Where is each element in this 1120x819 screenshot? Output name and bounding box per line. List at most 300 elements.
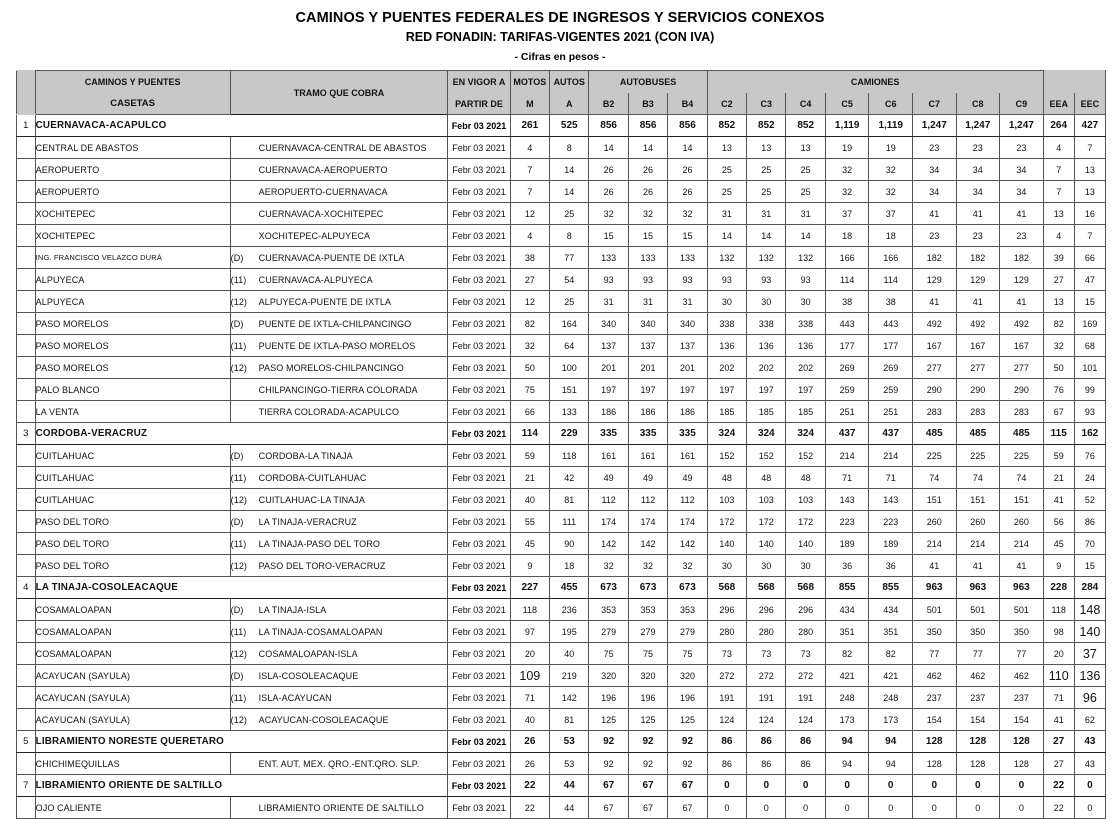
- tarifa-cell: 128: [956, 731, 1000, 753]
- tramo-code: (D): [230, 670, 244, 681]
- table-row: [17, 159, 1106, 181]
- tarifa-cell: 272: [747, 665, 786, 687]
- tarifa-cell: 124: [707, 709, 746, 731]
- tarifa-cell: 492: [956, 313, 1000, 335]
- tarifa-cell: 172: [747, 511, 786, 533]
- tarifa-cell: 125: [628, 709, 667, 731]
- th-c9: C9: [1000, 93, 1044, 115]
- tarifa-cell: 112: [668, 489, 707, 511]
- row-index: [17, 203, 36, 225]
- tramo-name: [230, 335, 448, 357]
- caseta-name: CUITLAHUAC: [35, 489, 230, 511]
- tarifa-cell: 427: [1074, 115, 1105, 137]
- tarifa-cell: 81: [550, 709, 589, 731]
- tarifa-cell: 38: [869, 291, 913, 313]
- tarifa-cell: 32: [825, 181, 869, 203]
- tarifa-cell: 852: [786, 115, 825, 137]
- tarifa-cell: 284: [1074, 577, 1105, 599]
- tarifa-cell: 1,247: [912, 115, 956, 137]
- th-ee-blank: [1043, 71, 1105, 93]
- table-row-group: [17, 577, 1106, 599]
- tarifa-cell: 77: [550, 247, 589, 269]
- tarifa-cell: 152: [747, 445, 786, 467]
- tarifa-cell: 152: [786, 445, 825, 467]
- tarifa-cell: 963: [1000, 577, 1044, 599]
- tarifa-cell: 963: [912, 577, 956, 599]
- tarifa-cell: 202: [786, 357, 825, 379]
- tarifa-cell: 74: [956, 467, 1000, 489]
- tarifa-cell: 31: [786, 203, 825, 225]
- caseta-name: PASO DEL TORO: [35, 533, 230, 555]
- tarifa-cell: 13: [747, 137, 786, 159]
- tarifa-cell: 68: [1074, 335, 1105, 357]
- tarifa-cell: 22: [510, 775, 549, 797]
- tarifa-cell: 0: [747, 797, 786, 819]
- tarifa-cell: 137: [668, 335, 707, 357]
- tramo-label: CUITLAHUAC-LA TINAJA: [258, 494, 365, 505]
- vigor-date: Febr 03 2021: [448, 489, 510, 511]
- tarifa-cell: 4: [510, 225, 549, 247]
- table-header: [17, 71, 1106, 115]
- table-row: [17, 379, 1106, 401]
- tarifa-cell: 30: [747, 555, 786, 577]
- tarifa-cell: 36: [869, 555, 913, 577]
- tarifa-cell: 94: [825, 753, 869, 775]
- tramo-label: COSAMALOAPAN-ISLA: [258, 648, 358, 659]
- tramo-code: (D): [230, 516, 244, 527]
- tarifa-cell: 15: [589, 225, 628, 247]
- tramo-label: PUENTE DE IXTLA-CHILPANCINGO: [258, 318, 412, 329]
- tarifa-cell: 189: [825, 533, 869, 555]
- tarifa-cell: 41: [1000, 555, 1044, 577]
- tarifa-cell: 71: [510, 687, 549, 709]
- row-index: 1: [17, 115, 36, 137]
- tarifa-cell: 73: [786, 643, 825, 665]
- tarifa-cell: 0: [956, 775, 1000, 797]
- table-row: [17, 753, 1106, 775]
- tarifa-cell: 27: [1043, 753, 1074, 775]
- tarifa-cell: 167: [956, 335, 1000, 357]
- tarifa-cell: 161: [668, 445, 707, 467]
- table-row: [17, 665, 1106, 687]
- tarifa-cell: 0: [1000, 797, 1044, 819]
- tarifa-cell: 129: [912, 269, 956, 291]
- th-vigor-l1: EN VIGOR A: [448, 71, 510, 93]
- tarifa-cell: 0: [747, 775, 786, 797]
- tarifa-cell: 335: [589, 423, 628, 445]
- tramo-name: [230, 247, 448, 269]
- tarifa-cell: 129: [956, 269, 1000, 291]
- tarifa-cell: 173: [825, 709, 869, 731]
- tarifa-cell: 852: [707, 115, 746, 137]
- tramo-label: CUERNAVACA-XOCHITEPEC: [258, 208, 384, 219]
- tarifa-cell: 324: [786, 423, 825, 445]
- tramo-name: [230, 511, 448, 533]
- tarifa-cell: 82: [510, 313, 549, 335]
- tarifa-cell: 152: [707, 445, 746, 467]
- tarifa-cell: 37: [869, 203, 913, 225]
- tarifa-cell: 856: [589, 115, 628, 137]
- tarifa-cell: 86: [1074, 511, 1105, 533]
- tramo-label: PASO DEL TORO-VERACRUZ: [258, 560, 386, 571]
- tarifa-cell: 177: [825, 335, 869, 357]
- tarifa-cell: 338: [786, 313, 825, 335]
- tarifa-cell: 16: [1074, 203, 1105, 225]
- tramo-name: [230, 445, 448, 467]
- tarifa-cell: 25: [786, 159, 825, 181]
- table-row: [17, 533, 1106, 555]
- tarifa-cell: 201: [668, 357, 707, 379]
- tramo-name: [230, 313, 448, 335]
- tramo-label: CHILPANCINGO-TIERRA COLORADA: [258, 384, 418, 395]
- tarifa-cell: 196: [589, 687, 628, 709]
- tarifa-cell: 186: [668, 401, 707, 423]
- tarifa-cell: 118: [1043, 599, 1074, 621]
- caseta-name: PASO MORELOS: [35, 357, 230, 379]
- tarifa-cell: 350: [1000, 621, 1044, 643]
- th-c5: C5: [825, 93, 869, 115]
- row-index: [17, 291, 36, 313]
- tarifa-cell: 73: [747, 643, 786, 665]
- tarifa-cell: 277: [956, 357, 1000, 379]
- tramo-label: PASO MORELOS-CHILPANCINGO: [258, 362, 404, 373]
- tarifa-cell: 485: [956, 423, 1000, 445]
- tarifa-cell: 290: [956, 379, 1000, 401]
- tarifa-cell: 31: [747, 203, 786, 225]
- tarifa-cell: 41: [1043, 709, 1074, 731]
- tarifa-cell: 525: [550, 115, 589, 137]
- tarifa-cell: 272: [786, 665, 825, 687]
- tarifa-cell: 99: [1074, 379, 1105, 401]
- tarifa-cell: 13: [1043, 291, 1074, 313]
- tramo-name: [230, 665, 448, 687]
- tarifa-cell: 14: [747, 225, 786, 247]
- tarifa-cell: 166: [825, 247, 869, 269]
- row-index: [17, 137, 36, 159]
- tramo-label: LIBRAMIENTO ORIENTE DE SALTILLO: [258, 802, 424, 813]
- table-row: [17, 137, 1106, 159]
- tarifa-cell: 4: [1043, 137, 1074, 159]
- tarifa-cell: 30: [707, 291, 746, 313]
- tarifa-cell: 49: [628, 467, 667, 489]
- tarifa-cell: 109: [510, 665, 549, 687]
- th-casetas: CASETAS: [35, 93, 230, 115]
- tarifa-cell: 111: [550, 511, 589, 533]
- tarifa-cell: 0: [912, 797, 956, 819]
- tarifa-cell: 128: [912, 753, 956, 775]
- tarifa-cell: 143: [825, 489, 869, 511]
- row-index: [17, 445, 36, 467]
- tarifa-cell: 673: [628, 577, 667, 599]
- tarifa-cell: 1,119: [869, 115, 913, 137]
- tarifa-cell: 59: [1043, 445, 1074, 467]
- th-tramo: TRAMO QUE COBRA: [230, 71, 448, 115]
- tarifa-cell: 0: [786, 775, 825, 797]
- tarifa-cell: 94: [825, 731, 869, 753]
- tramo-code: (12): [230, 362, 248, 373]
- tarifa-cell: 0: [825, 797, 869, 819]
- tarifa-cell: 0: [786, 797, 825, 819]
- row-index: [17, 797, 36, 819]
- tarifa-cell: 136: [707, 335, 746, 357]
- tarifa-cell: 75: [510, 379, 549, 401]
- tarifa-cell: 114: [510, 423, 549, 445]
- tarifa-cell: 31: [628, 291, 667, 313]
- tarifa-cell: 350: [912, 621, 956, 643]
- row-index: [17, 247, 36, 269]
- tarifa-cell: 30: [786, 555, 825, 577]
- tarifa-cell: 97: [510, 621, 549, 643]
- tarifa-cell: 248: [825, 687, 869, 709]
- tarifa-cell: 0: [707, 775, 746, 797]
- tarifa-cell: 118: [510, 599, 549, 621]
- tarifa-cell: 129: [1000, 269, 1044, 291]
- tarifa-cell: 182: [956, 247, 1000, 269]
- tarifa-cell: 92: [589, 731, 628, 753]
- tarifa-cell: 24: [1074, 467, 1105, 489]
- caseta-name: ING. FRANCISCO VELAZCO DURÁ: [35, 247, 230, 269]
- tarifa-cell: 128: [912, 731, 956, 753]
- tramo-code: (D): [230, 252, 244, 263]
- tarifa-cell: 44: [550, 797, 589, 819]
- tarifa-cell: 18: [869, 225, 913, 247]
- tarifa-cell: 25: [747, 181, 786, 203]
- table-row: [17, 203, 1106, 225]
- row-index: [17, 489, 36, 511]
- th-index-blank-2: [17, 93, 36, 115]
- table-row: [17, 181, 1106, 203]
- tarifa-cell: 7: [1074, 137, 1105, 159]
- th-c2: C2: [707, 93, 746, 115]
- tarifa-cell: 30: [747, 291, 786, 313]
- tarifa-cell: 214: [956, 533, 1000, 555]
- tarifa-cell: 26: [668, 159, 707, 181]
- tarifa-cell: 320: [589, 665, 628, 687]
- tarifa-cell: 92: [628, 753, 667, 775]
- tarifa-cell: 197: [747, 379, 786, 401]
- tarifa-cell: 41: [912, 555, 956, 577]
- tarifa-cell: 0: [825, 775, 869, 797]
- tarifa-cell: 75: [589, 643, 628, 665]
- tramo-label: ALPUYECA-PUENTE DE IXTLA: [258, 296, 392, 307]
- tarifa-cell: 66: [1074, 247, 1105, 269]
- tarifa-cell: 41: [956, 291, 1000, 313]
- row-index: [17, 269, 36, 291]
- tarifa-cell: 86: [786, 731, 825, 753]
- tarifa-cell: 189: [869, 533, 913, 555]
- row-index: [17, 511, 36, 533]
- tarifa-cell: 340: [668, 313, 707, 335]
- vigor-date: Febr 03 2021: [448, 247, 510, 269]
- tarifa-cell: 67: [628, 797, 667, 819]
- tarifa-cell: 93: [707, 269, 746, 291]
- tarifa-cell: 174: [668, 511, 707, 533]
- row-index: 7: [17, 775, 36, 797]
- tarifa-cell: 335: [668, 423, 707, 445]
- tarifa-cell: 132: [747, 247, 786, 269]
- tarifa-cell: 110: [1043, 665, 1074, 687]
- tarifa-cell: 335: [628, 423, 667, 445]
- tramo-label: ACAYUCAN-COSOLEACAQUE: [258, 714, 389, 725]
- tarifa-cell: 338: [747, 313, 786, 335]
- tarifa-cell: 34: [1000, 159, 1044, 181]
- tarifa-cell: 136: [747, 335, 786, 357]
- tarifa-cell: 14: [589, 137, 628, 159]
- tarifa-cell: 32: [668, 203, 707, 225]
- tramo-name: [230, 203, 448, 225]
- tarifa-cell: 340: [589, 313, 628, 335]
- tarifa-cell: 320: [628, 665, 667, 687]
- tarifa-cell: 196: [628, 687, 667, 709]
- tarifa-cell: 568: [786, 577, 825, 599]
- tarifa-cell: 7: [1043, 159, 1074, 181]
- tarifa-cell: 70: [1074, 533, 1105, 555]
- caseta-name: XOCHITEPEC: [35, 203, 230, 225]
- tarifa-cell: 9: [510, 555, 549, 577]
- tarifa-cell: 50: [510, 357, 549, 379]
- vigor-date: Febr 03 2021: [448, 687, 510, 709]
- tramo-label: CORDOBA-LA TINAJA: [258, 450, 353, 461]
- tarifa-cell: 251: [825, 401, 869, 423]
- tarifa-cell: 67: [589, 775, 628, 797]
- tarifa-cell: 77: [956, 643, 1000, 665]
- tarifa-cell: 86: [786, 753, 825, 775]
- tramo-name: [230, 379, 448, 401]
- tarifa-cell: 92: [668, 731, 707, 753]
- tarifa-cell: 26: [589, 181, 628, 203]
- tarifa-cell: 280: [707, 621, 746, 643]
- tarifa-cell: 0: [912, 775, 956, 797]
- tarifa-cell: 185: [707, 401, 746, 423]
- tarifa-cell: 90: [550, 533, 589, 555]
- tarifa-cell: 82: [1043, 313, 1074, 335]
- tarifa-cell: 15: [1074, 555, 1105, 577]
- tarifa-cell: 0: [956, 797, 1000, 819]
- th-b2: B2: [589, 93, 628, 115]
- tarifa-cell: 269: [869, 357, 913, 379]
- th-c7: C7: [912, 93, 956, 115]
- tarifa-cell: 296: [747, 599, 786, 621]
- tarifa-cell: 25: [707, 159, 746, 181]
- table-row: [17, 489, 1106, 511]
- tarifa-cell: 32: [510, 335, 549, 357]
- tarifa-cell: 136: [1074, 665, 1105, 687]
- tarifa-cell: 64: [550, 335, 589, 357]
- tarifa-cell: 12: [510, 203, 549, 225]
- tarifa-cell: 23: [912, 225, 956, 247]
- tarifa-cell: 166: [869, 247, 913, 269]
- tarifa-cell: 40: [550, 643, 589, 665]
- tarifa-cell: 434: [869, 599, 913, 621]
- tarifa-cell: 353: [628, 599, 667, 621]
- tarifa-cell: 172: [707, 511, 746, 533]
- tramo-name: [230, 291, 448, 313]
- vigor-date: Febr 03 2021: [448, 731, 510, 753]
- tramo-code: (12): [230, 648, 248, 659]
- tarifa-cell: 125: [668, 709, 707, 731]
- tarifa-cell: 71: [869, 467, 913, 489]
- tarifa-cell: 186: [628, 401, 667, 423]
- tarifa-cell: 485: [912, 423, 956, 445]
- caseta-name: CUITLAHUAC: [35, 445, 230, 467]
- tarifa-cell: 151: [550, 379, 589, 401]
- tarifa-cell: 103: [707, 489, 746, 511]
- tarifa-cell: 22: [510, 797, 549, 819]
- tarifa-cell: 196: [668, 687, 707, 709]
- tarifa-cell: 501: [1000, 599, 1044, 621]
- tarifa-cell: 225: [1000, 445, 1044, 467]
- tramo-code: (D): [230, 450, 244, 461]
- table-row-group: [17, 775, 1106, 797]
- table-row: [17, 709, 1106, 731]
- row-index: [17, 335, 36, 357]
- tarifa-cell: 59: [510, 445, 549, 467]
- caseta-name: ALPUYECA: [35, 269, 230, 291]
- tramo-name: [230, 137, 448, 159]
- tarifa-cell: 32: [668, 555, 707, 577]
- tarifa-cell: 25: [747, 159, 786, 181]
- caseta-name: PALO BLANCO: [35, 379, 230, 401]
- tarifa-cell: 124: [786, 709, 825, 731]
- tramo-code: (11): [230, 472, 247, 483]
- tarifa-cell: 164: [550, 313, 589, 335]
- tarifa-cell: 73: [707, 643, 746, 665]
- tramo-name: [230, 797, 448, 819]
- tarifa-cell: 48: [707, 467, 746, 489]
- tarifa-cell: 673: [668, 577, 707, 599]
- tarifa-cell: 86: [747, 731, 786, 753]
- tarifa-cell: 225: [956, 445, 1000, 467]
- tarifa-cell: 25: [550, 291, 589, 313]
- tramo-code: (12): [230, 296, 248, 307]
- tramo-label: CUERNAVACA-CENTRAL DE ABASTOS: [258, 142, 427, 153]
- tarifa-cell: 140: [747, 533, 786, 555]
- tramo-code: (12): [230, 560, 248, 571]
- tarifa-cell: 214: [869, 445, 913, 467]
- tarifa-cell: 25: [707, 181, 746, 203]
- tarifa-cell: 202: [747, 357, 786, 379]
- tarifa-cell: 20: [1043, 643, 1074, 665]
- row-index: [17, 665, 36, 687]
- tarifa-cell: 27: [510, 269, 549, 291]
- tarifa-cell: 103: [747, 489, 786, 511]
- tarifa-cell: 259: [825, 379, 869, 401]
- caseta-name: LA TINAJA-COSOLEACAQUE: [35, 577, 448, 599]
- tramo-code: (11): [230, 538, 247, 549]
- caseta-name: ALPUYECA: [35, 291, 230, 313]
- tarifa-cell: 34: [956, 159, 1000, 181]
- page-subtitle: RED FONADIN: TARIFAS-VIGENTES 2021 (CON IVA): [405, 30, 715, 45]
- th-motos-sub: M: [510, 93, 549, 115]
- vigor-date: Febr 03 2021: [448, 467, 510, 489]
- tarifa-cell: 140: [786, 533, 825, 555]
- vigor-date: Febr 03 2021: [448, 643, 510, 665]
- tarifa-cell: 182: [912, 247, 956, 269]
- tarifa-cell: 128: [956, 753, 1000, 775]
- tarifa-cell: 20: [510, 643, 549, 665]
- tarifa-cell: 351: [869, 621, 913, 643]
- tarifa-cell: 197: [668, 379, 707, 401]
- tarifa-cell: 93: [747, 269, 786, 291]
- tarifa-cell: 40: [510, 709, 549, 731]
- row-index: [17, 357, 36, 379]
- tarifa-cell: 26: [510, 753, 549, 775]
- tarifa-cell: 38: [825, 291, 869, 313]
- caseta-name: PASO MORELOS: [35, 313, 230, 335]
- tramo-code: (12): [230, 494, 248, 505]
- tarifa-cell: 18: [825, 225, 869, 247]
- tarifa-cell: 279: [668, 621, 707, 643]
